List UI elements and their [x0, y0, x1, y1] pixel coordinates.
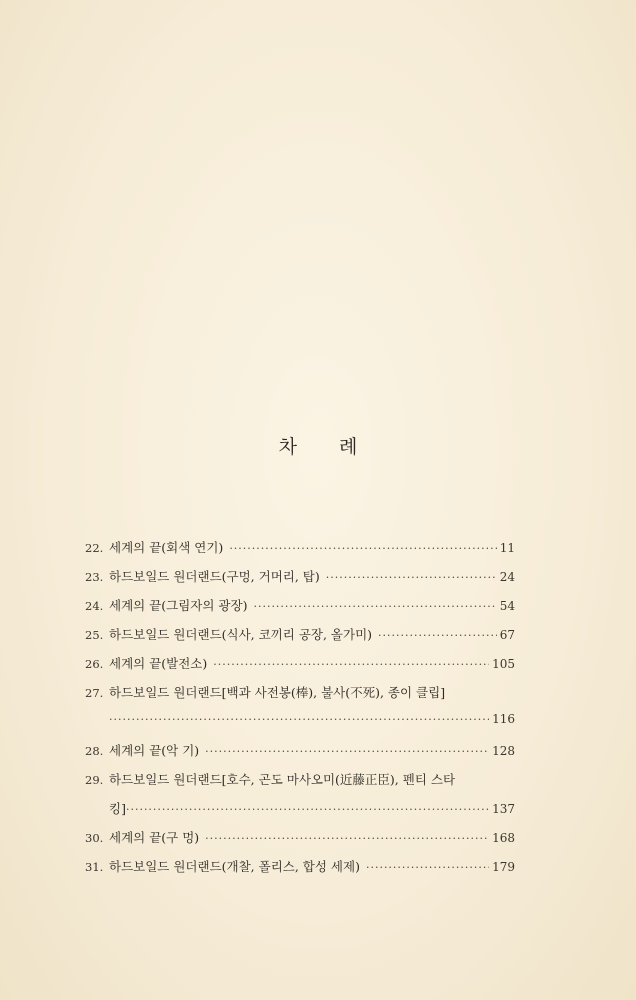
toc-entry	[85, 538, 515, 558]
toc-entry	[85, 625, 515, 645]
dot-leader	[366, 861, 489, 874]
entry-number: 27.	[85, 686, 104, 700]
entry-number: 22.	[85, 541, 104, 555]
toc-entry	[85, 770, 515, 790]
toc-entry	[85, 683, 515, 703]
entry-page: 67	[499, 628, 515, 642]
toc-entry-continuation	[85, 799, 515, 819]
entry-page: 137	[492, 802, 515, 816]
toc-entry	[85, 654, 515, 674]
entry-title: 하드보일드 원더랜드(구멍, 거머리, 탑)	[109, 569, 320, 584]
entry-page: 168	[492, 831, 515, 845]
entry-page: 128	[492, 744, 515, 758]
toc-entry	[85, 828, 515, 848]
dot-leader	[205, 832, 489, 845]
entry-title: 하드보일드 원더랜드[백과 사전봉(棒), 불사(不死), 종이 클립]	[109, 685, 446, 700]
entry-number: 26.	[85, 657, 104, 671]
entry-title: 세계의 끝(발전소)	[109, 656, 208, 671]
entry-title: 세계의 끝(구 멍)	[109, 830, 200, 845]
entry-title: 세계의 끝(회색 연기)	[109, 540, 224, 555]
entry-page: 24	[499, 570, 515, 584]
toc-entry	[85, 596, 515, 616]
entry-page: 11	[499, 541, 515, 555]
dot-leader	[378, 629, 497, 642]
entry-number: 25.	[85, 628, 104, 642]
entry-title: 하드보일드 원더랜드(개찰, 폴리스, 합성 세제)	[109, 859, 360, 874]
dot-leader	[109, 713, 489, 726]
table-of-contents	[85, 538, 515, 886]
toc-entry	[85, 567, 515, 587]
entry-number: 30.	[85, 831, 104, 845]
entry-number: 31.	[85, 860, 104, 874]
entry-title-continued: 킹]	[109, 801, 126, 816]
entry-title: 하드보일드 원더랜드(식사, 코끼리 공장, 올가미)	[109, 627, 373, 642]
toc-entry-continuation	[85, 712, 515, 732]
page-title: 차 례	[278, 436, 376, 458]
entry-title: 세계의 끝(악 기)	[109, 743, 200, 758]
entry-page: 54	[499, 599, 515, 613]
entry-number: 23.	[85, 570, 104, 584]
dot-leader	[229, 542, 496, 555]
dot-leader	[253, 600, 496, 613]
entry-page: 116	[492, 712, 515, 726]
entry-title: 세계의 끝(그림자의 광장)	[109, 598, 248, 613]
dot-leader	[126, 803, 489, 816]
entry-number: 29.	[85, 773, 104, 787]
entry-title: 하드보일드 원더랜드[호수, 곤도 마사오미(近藤正臣), 펜티 스타	[109, 772, 456, 787]
dot-leader	[326, 571, 497, 584]
entry-number: 24.	[85, 599, 104, 613]
entry-page: 105	[492, 657, 515, 671]
entry-number: 28.	[85, 744, 104, 758]
entry-page: 179	[492, 860, 515, 874]
toc-entry	[85, 741, 515, 761]
toc-entry	[85, 857, 515, 877]
dot-leader	[205, 745, 489, 758]
dot-leader	[213, 658, 489, 671]
